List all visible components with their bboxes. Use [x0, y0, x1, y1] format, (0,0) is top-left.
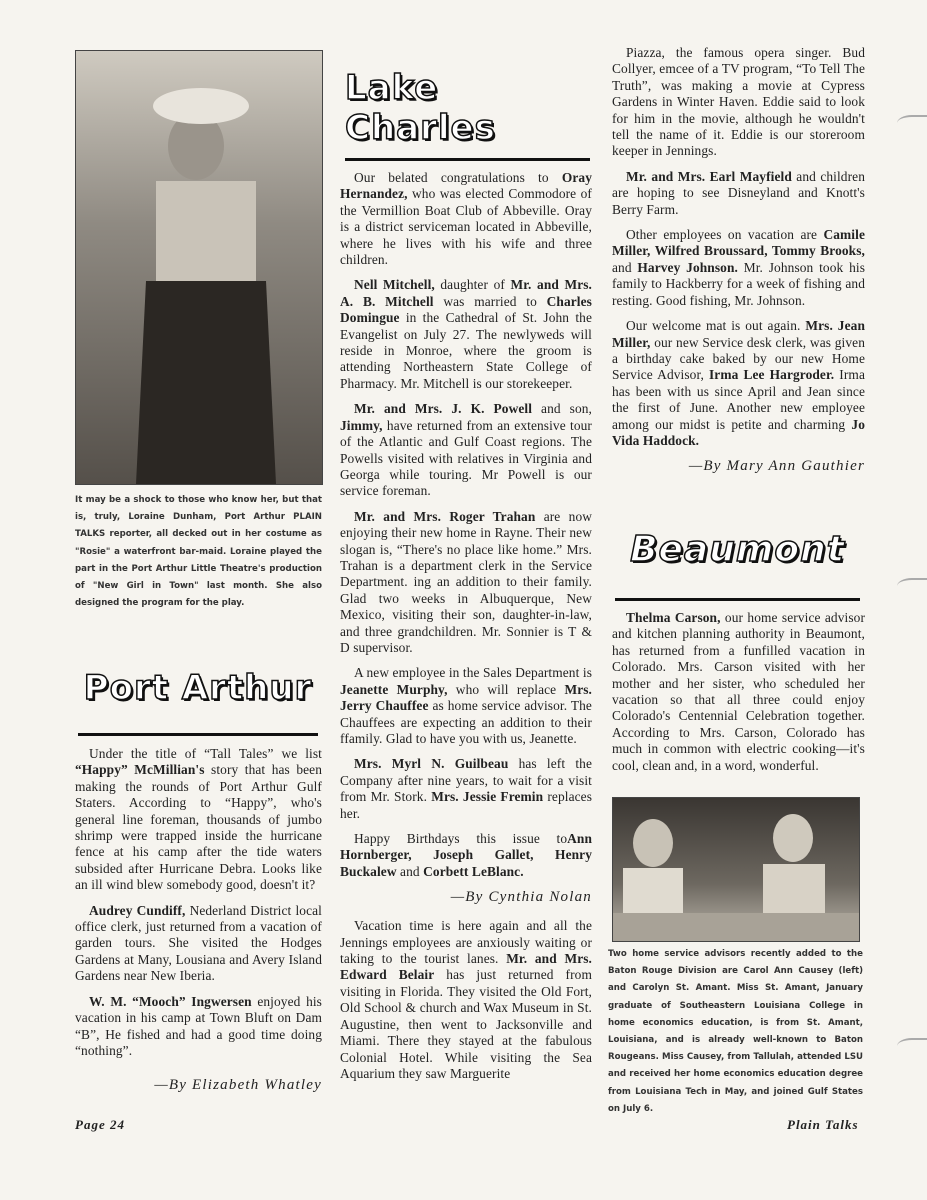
- text-run: A new employee in the Sales Department is: [354, 665, 593, 681]
- bold-name: Irma Lee Hargroder.: [709, 367, 835, 383]
- text-run: as home service advisor. The Chauffees are expecting an addition to their ffamily. Glad to have you with us, Jeanette.: [340, 698, 592, 746]
- text-run: who will replace: [447, 681, 565, 697]
- paragraph: [340, 277, 592, 392]
- bold-name: Mr. and Mrs. A. B. Mitchell: [340, 277, 592, 309]
- paragraph: [612, 169, 865, 218]
- bold-name: Jo Vida Haddock.: [612, 416, 865, 448]
- column-3-caption: [608, 946, 863, 1118]
- bold-name: Mrs. Jean Miller,: [612, 318, 865, 350]
- port-arthur-section-logo: [78, 643, 318, 736]
- bold-name: Oray Hernandez,: [340, 170, 592, 202]
- text-run: Vacation time is here again and all the Jennings employees are anxiously waiting or taking to the tourist lanes.: [340, 918, 592, 967]
- text-run: in the Cathedral of St. John the Evangelist on July 27. The newlyweds will reside in Monroe, where the groom is attending Northeastern State College of Pharmacy. Mr. Mitchell is our storekeeper.: [340, 310, 592, 391]
- article-body: [75, 746, 322, 1059]
- lake-charles-news: [340, 170, 592, 1091]
- text-run: Our belated congratulations to: [354, 170, 562, 185]
- page-number: Page 24: [75, 1117, 125, 1132]
- paragraph: [340, 665, 592, 747]
- photo-caption: It may be a shock to those who know her, but that is, truly, Loraine Dunham, Port Arthur PLAIN TALKS reporter, all decked out in her costume as "Rosie" a waterfront bar-maid. Loraine played the part in the Port Arthur Little Theatre's production of "New Girl in Town" last month. She also designed the program for the play.: [75, 495, 322, 609]
- text-run: Under the title of “Tall Tales” we list: [89, 746, 322, 761]
- bold-name: Audrey Cundiff,: [89, 902, 186, 918]
- paragraph: [340, 918, 592, 1082]
- paragraph: [340, 509, 592, 657]
- bold-name: Camile Miller, Wilfred Broussard, Tommy Brooks,: [612, 227, 865, 259]
- paragraph: [75, 746, 322, 894]
- bold-name: Mrs. Myrl N. Guilbeau: [354, 756, 509, 772]
- text-run: enjoyed his vacation in his camp at Town Bluft on Dam “B”, He fished and had a good time doing “nothing”.: [75, 993, 322, 1058]
- section-logo-text: Port Arthur: [83, 668, 313, 708]
- paragraph: [612, 318, 865, 449]
- photo-caption: Two home service advisors recently added to the Baton Rouge Division are Carol Ann Causey (left) and Carolyn St. Amant. Miss St. Amant, January graduate of Southeastern Louisiana College in home economics education, is from St. Amant, Louisiana, and is already well-known to Baton Rougeans. Miss Causey, from Tallulah, attended LSU and received her home economics education degree from Louisiana Tech in May, and joined Gulf States on July 6.: [608, 949, 863, 1114]
- text-run: story that has been making the rounds of Port Arthur Gulf Staters. According to “Happy”, who's general line foreman, thousands of jumbo shrimp were trapped inside the hurricane fence at his camp after the tide waters subsided after Hurricane Debra. Looks like an ill wind blew somebody good, doesn't it?: [75, 762, 323, 893]
- beaumont-news: [612, 610, 865, 783]
- beaumont-section-logo: [615, 500, 860, 601]
- photo-loraine-dunham-costume: [75, 50, 323, 485]
- paragraph: [612, 45, 865, 160]
- bold-name: Mr. and Mrs. Roger Trahan: [354, 508, 536, 524]
- bold-name: Ann Hornberger, Joseph Gallet, Henry Buckalew: [340, 831, 592, 879]
- text-run: have returned from an extensive tour of the Atlantic and Gulf Coast regions. The Powells visited with relatives in Virginia and Georga while touring. Mr Powell is our service foreman.: [340, 417, 592, 499]
- text-run: our new Service desk clerk, was given a birthday cake baked by our new Home Service Advisor,: [612, 334, 865, 383]
- text-run: has just returned from visiting in Florida. They visited the Old Fort, Old School & church and Wax Museum in St. Augustine, then went to Jacksonville and Miami. There they stayed at the fabulous Colonial Hotel. While visiting the Sea Aquarium they saw Marguerite: [340, 967, 592, 1081]
- text-run: Piazza, the famous opera singer. Bud Collyer, emcee of a TV program, “To Tell The Truth”, was making a movie at Cypress Gardens in Winter Haven. Eddie said to look for him in the movie, although he wouldn't tell the name of it. Eddie is our storeroom keeper in Jennings.: [612, 45, 865, 159]
- text-run: replaces her.: [340, 789, 593, 821]
- jennings-news-continued: [612, 45, 865, 487]
- page-edge-mark: [897, 578, 927, 594]
- lake-charles-section-logo: [345, 58, 590, 161]
- bold-name: Thelma Carson,: [626, 610, 721, 625]
- article-body: [612, 45, 865, 449]
- bold-name: Mr. and Mrs. J. K. Powell: [354, 401, 533, 417]
- bold-name: Mr. and Mrs. Edward Belair: [340, 951, 592, 983]
- bold-name: Corbett LeBlanc.: [423, 863, 524, 879]
- paragraph: [612, 610, 865, 774]
- bold-name: Nell Mitchell,: [354, 277, 435, 293]
- text-run: and: [612, 259, 638, 275]
- page-edge-mark: [897, 1038, 927, 1054]
- text-run: and children are hoping to see Disneyland and Knott's Berry Farm.: [612, 168, 865, 217]
- bold-name: “Happy” McMillian's: [75, 762, 205, 778]
- paragraph: [340, 170, 592, 268]
- bold-name: Mrs. Jerry Chauffee: [340, 681, 593, 714]
- bold-name: Mr. and Mrs. Earl Mayfield: [626, 168, 792, 184]
- port-arthur-news: [75, 746, 322, 1106]
- article-body: [340, 918, 592, 1082]
- article-body: [612, 610, 865, 774]
- paragraph: [340, 401, 592, 499]
- paragraph: [612, 227, 865, 309]
- paragraph: [340, 756, 592, 822]
- two-women-illustration: [613, 798, 859, 941]
- text-run: Our welcome mat is out again.: [626, 318, 806, 334]
- bold-name: Mrs. Jessie Fremin: [431, 789, 544, 805]
- bold-name: W. M. “Mooch” Ingwersen: [89, 993, 252, 1009]
- byline: —By Cynthia Nolan: [450, 889, 592, 906]
- paragraph: [75, 994, 322, 1060]
- text-run: Irma has been with us since April and Jean since the first of June. Another new employee among our midst is petite and charming: [612, 367, 865, 432]
- costume-figure-illustration: [76, 51, 322, 484]
- bold-name: Harvey Johnson.: [637, 259, 738, 275]
- byline: —By Elizabeth Whatley: [154, 1077, 322, 1094]
- text-run: daughter of: [434, 277, 511, 293]
- text-run: are now enjoying their new home in Rayne. Their new slogan is, “There's no place like home.” Mrs. Trahan is a department clerk in the Service Department. ing an addition to their family. Glad two weeks in Albuquerque, New Mexico, visiting their son, daughter-in-law, and three grandchildren. Mr. Sonnier is T & D supervisor.: [340, 508, 593, 655]
- text-run: who was elected Commodore of the Vermillion Boat Club of Abbeville. Oray is a district serviceman located in Abbeville, where he lives with his wife and three children.: [340, 186, 592, 268]
- article-body: [340, 170, 592, 880]
- section-logo-text: Beaumont: [630, 528, 845, 570]
- photo-home-service-advisors: [612, 797, 860, 942]
- text-run: Nederland District local office clerk, just returned from a vacation of garden tours. She visited the Hodges Gardens at Many, Lousiana and Avery Island Gardens near New Iberia.: [75, 902, 322, 984]
- paragraph: [340, 831, 592, 880]
- text-run: our home service advisor and kitchen planning authority in Beaumont, has returned from a funfilled vacation in Colorado. Mrs. Carson visited with her mother and her sister, who scheduled her vacation so that all three could enjoy Colorado's Centennial Celebration together. According to Mrs. Carson, Colorado has much in common with electric cooking—it's cool, clean and, in a word, wonderful.: [612, 610, 866, 773]
- text-run: and son,: [532, 401, 592, 417]
- paragraph: [75, 903, 322, 985]
- bold-name: Charles Domingue: [340, 293, 592, 326]
- text-run: and: [396, 863, 424, 879]
- bold-name: Jimmy,: [340, 417, 383, 433]
- text-run: was married to: [433, 293, 547, 309]
- byline: —By Mary Ann Gauthier: [688, 458, 865, 475]
- column-1: [75, 492, 322, 612]
- text-run: Happy Birthdays this issue to: [354, 831, 568, 847]
- page-edge-mark: [897, 115, 927, 131]
- text-run: Mr. Johnson took his family to Hackberry for a week of fishing and resting. Good fishing, Mr. Johnson.: [612, 259, 865, 308]
- section-logo-text: Lake Charles: [345, 68, 496, 148]
- publication-name: Plain Talks: [787, 1117, 859, 1132]
- text-run: has left the Company after nine years, to wait for a visit from Mr. Stork.: [340, 756, 592, 805]
- text-run: Other employees on vacation are: [626, 227, 824, 243]
- bold-name: Jeanette Murphy,: [340, 681, 448, 697]
